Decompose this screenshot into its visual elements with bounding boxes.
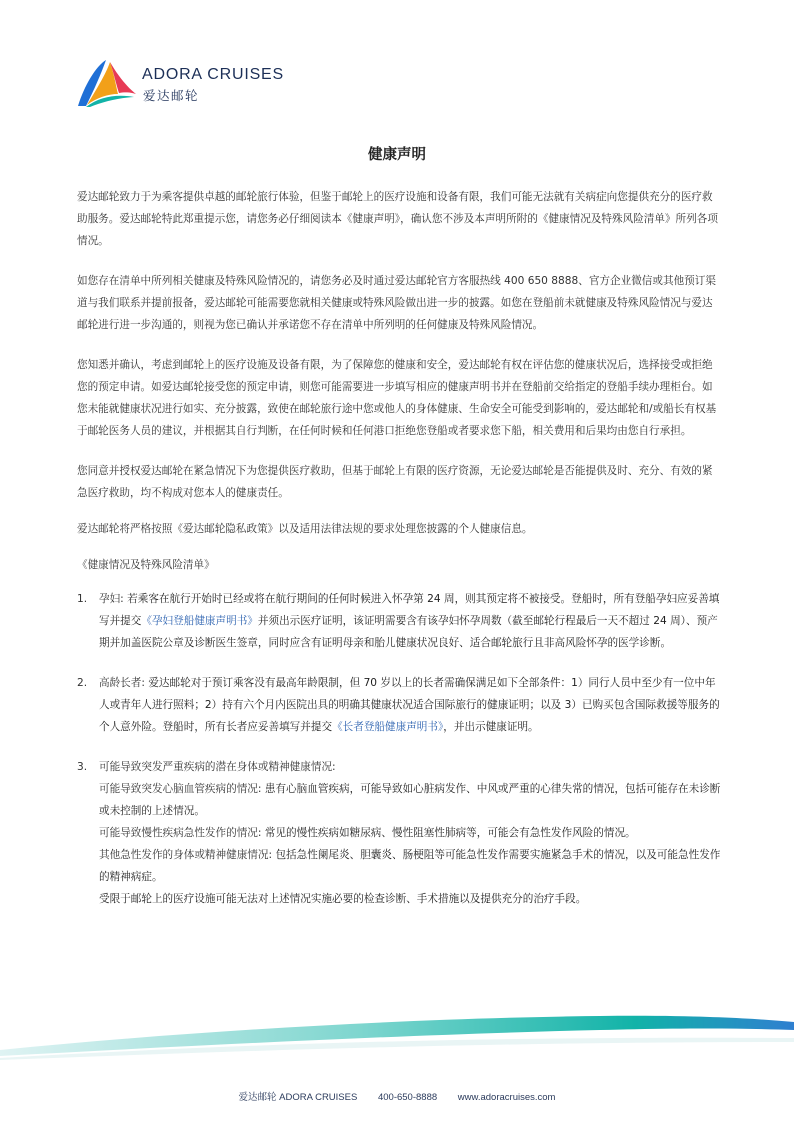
footer xyxy=(0,1089,794,1103)
paragraph-intro: 爱达邮轮致力于为乘客提供卓越的邮轮旅行体验，但鉴于邮轮上的医疗设施和设备有限，我们可能无法就有关病症向您提供充分的医疗救助服务。爱达邮轮特此郑重提示您，请您务必仔细阅读本《健康声明》，确认您不涉及本声明所附的《健康情况及特殊风险清单》所列各项情况。 xyxy=(77,191,718,247)
page-title: 健康声明 xyxy=(368,147,426,163)
sub-item-acute xyxy=(99,844,722,888)
list-item-text: 爱达邮轮对于预订乘客没有最高年龄限制，但 70 岁以上的长者需确保满足如下全部条件：1）同行人员中至少有一位中年人或青年人进行照料；2）持有六个月内医院出具的明确其健康状况适合国际旅行的健康证明；以及 3）已购买包含国际救援等服务的个人意外险。登船时，所有长者应妥善填写并提交 xyxy=(99,677,720,733)
list-item-text: ，并出示健康证明。 xyxy=(443,721,539,733)
sub-item-text: 包括急性阑尾炎、胆囊炎、肠梗阻等可能急性发作需要实施紧急手术的情况，以及可能急性发作的精神病症。 xyxy=(99,849,721,883)
sub-item-cardio xyxy=(99,778,722,822)
brand-logo xyxy=(74,56,294,108)
list-item-label: 可能导致突发严重疾病的潜在身体或精神健康情况: xyxy=(99,761,336,773)
pregnancy-declaration-link[interactable]: 《孕妇登船健康声明书》 xyxy=(141,615,258,627)
elderly-declaration-link[interactable]: 《长者登船健康声明书》 xyxy=(332,721,444,733)
sail-logo-icon xyxy=(74,56,138,108)
footer-url[interactable]: www.adoracruises.com xyxy=(457,1092,556,1103)
paragraph-report: 如您存在清单中所列相关健康及特殊风险情况的，请您务必及时通过爱达邮轮官方客服热线 400 650 8888、官方企业微信或其他预订渠道与我们联系并提前报备，爱达邮轮可能需要您就相关健康或特殊风险做出进一步的披露。如您在登船前未就健康及特殊风险情况与爱达邮轮进行进一步沟通的，则视为您已确认并承诺您不存在清单中所列明的任何健康及特殊风险情况。 xyxy=(77,275,716,331)
list-item-health-conditions xyxy=(77,756,722,910)
brand-name-en: ADORA CRUISES xyxy=(142,66,284,83)
list-item-elderly xyxy=(77,672,722,738)
list-item-pregnancy xyxy=(77,588,722,654)
paragraph-consent: 您同意并授权爱达邮轮在紧急情况下为您提供医疗救助，但基于邮轮上有限的医疗资源，无论爱达邮轮是否能提供及时、充分、有效的紧急医疗救助，均不构成对您本人的健康责任。 xyxy=(77,465,713,499)
footer-phone: 400-650-8888 xyxy=(377,1092,438,1103)
list-item-number: 1. xyxy=(77,593,88,605)
paragraph-privacy: 爱达邮轮将严格按照《爱达邮轮隐私政策》以及适用法律法规的要求处理您披露的个人健康信息。 xyxy=(77,523,533,535)
footer-brand: 爱达邮轮 ADORA CRUISES xyxy=(238,1092,358,1103)
sub-item-text: 常见的慢性疾病如糖尿病、慢性阻塞性肺病等，可能会有急性发作风险的情况。 xyxy=(264,827,636,839)
list-item-label: 高龄长者: xyxy=(99,677,145,689)
sub-item-label: 可能导致慢性疾病急性发作的情况: xyxy=(99,827,262,839)
list-item-text: 若乘客在航行开始时已经或将在航行期间的任何时候进入怀孕第 24 周，则其预定将不被接受。登船时，所有登船孕妇应妥善填写并提交 xyxy=(99,593,720,627)
sub-item-chronic xyxy=(99,822,722,844)
document-body xyxy=(77,186,722,910)
list-item-label: 孕妇: xyxy=(99,593,124,605)
item-note: 受限于邮轮上的医疗设施可能无法对上述情况实施必要的检查诊断、手术措施以及提供充分的治疗手段。 xyxy=(99,893,587,905)
sub-item-text: 患有心脑血管疾病，可能导致如心脏病发作、中风或严重的心律失常的情况，包括可能存在未诊断或未控制的上述情况。 xyxy=(99,783,721,817)
list-item-number: 3. xyxy=(77,761,88,773)
list-item-number: 2. xyxy=(77,677,88,689)
sub-item-label: 其他急性发作的身体或精神健康情况: xyxy=(99,849,273,861)
footer-wave-decoration xyxy=(0,1000,794,1060)
paragraph-acknowledge: 您知悉并确认，考虑到邮轮上的医疗设施及设备有限，为了保障您的健康和安全，爱达邮轮有权在评估您的健康状况后，选择接受或拒绝您的预定申请。如爱达邮轮接受您的预定申请，则您可能需要进一步填写相应的健康声明书并在登船前交给指定的登船手续办理柜台。如您未能就健康状况进行如实、充分披露，致使在邮轮旅行途中您或他人的身体健康、生命安全可能受到影响的，爱达邮轮和/或船长有权基于邮轮医务人员的建议，并根据其自行判断，在任何时候和任何港口拒绝您登船或者要求您下船，相关费用和后果均由您自行承担。 xyxy=(77,359,717,437)
risk-list xyxy=(77,588,722,910)
list-item-text: 并须出示医疗证明，该证明需要含有该孕妇怀孕周数（截至邮轮行程最后一天不超过 24 周）、预产期并加盖医院公章及诊断医生签章，同时应含有证明母亲和胎儿健康状况良好、适合邮轮旅行且非高风险怀孕的医学诊断。 xyxy=(99,615,718,649)
brand-name-cn: 爱达邮轮 xyxy=(143,88,200,103)
sub-item-label: 可能导致突发心脑血管疾病的情况: xyxy=(99,783,262,795)
list-title: 《健康情况及特殊风险清单》 xyxy=(77,559,215,571)
